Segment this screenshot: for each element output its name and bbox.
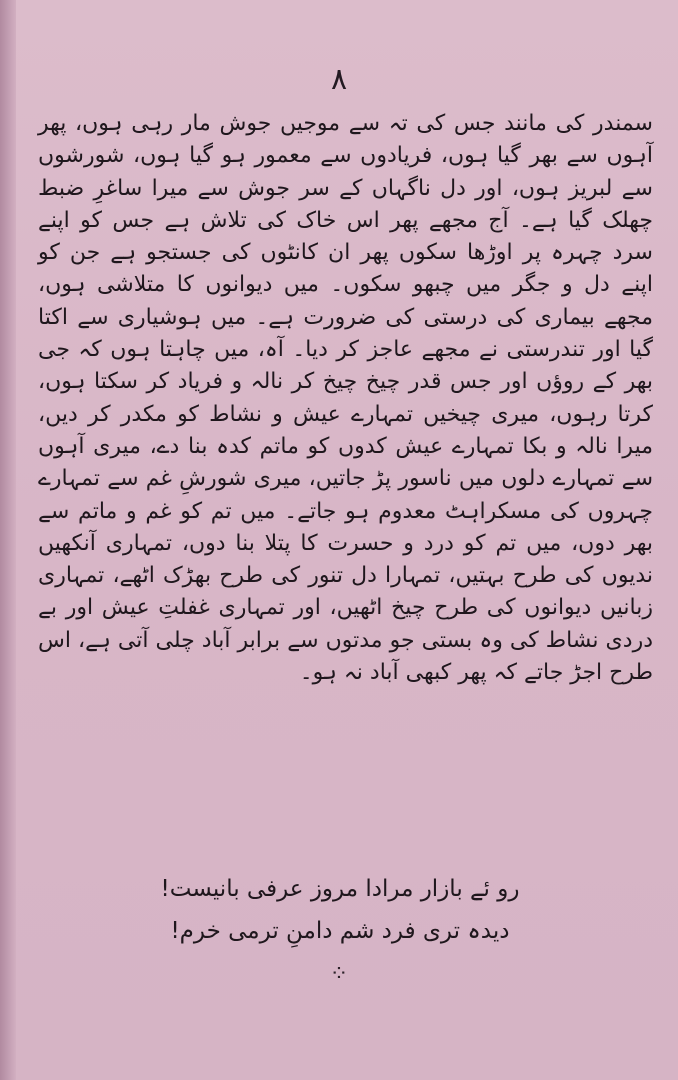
body-paragraph: سمندر کی مانند جس کی تہ سے موجیں جوش مار رہی ہوں، پھر آہوں سے بھر گیا ہوں، فریادوں سے معمور ہو گیا ہوں، شورشوں سے لبریز ہوں، اور دل ناگہاں کے سر جوش سے میرا ساغرِ ضبط چھلک گیا ہے۔ آج مجھے پھر اس خاک کی تلاش ہے جس کو اپنے سرد چہرہ پر اوڑھا سکوں پھر ان کانٹوں کی جستجو ہے جن کو اپنے دل و جگر میں چبھو سکوں۔ میں دیوانوں کا متلاشی ہوں، مجھے بیماری کی درستی کی ضرورت ہے۔ میں ہوشیاری سے اکتا گیا اور تندرستی نے مجھے عاجز کر دیا۔ آہ، میں چاہتا ہوں کہ جی بھر کے روؤں اور جس قدر چیخ چیخ کر نالہ و فریاد کر سکتا ہوں، کرتا رہوں، میری چیخیں تمہارے عیش و نشاط کو مکدر کر دیں، میرا نالہ و بکا تمہارے عیش کدوں کو ماتم کدہ بنا دے، میری آہوں سے تمہارے دلوں میں ناسور پڑ جاتیں، میری شورشِ غم سے تمہارے چہروں کی مسکراہٹ معدوم ہو جاتے۔ میں تم کو غم و ماتم سے بھر دوں، میں تم کو درد و حسرت کا پتلا بنا دوں، تمہاری آنکھیں ندیوں کی طرح بہتیں، تمہارا دل تنور کی طرح بھڑک اٹھے، تمہاری زبانیں دیوانوں کی طرح چیخ اٹھیں، اور تمہاری غفلتِ عیش اور بے دردی نشاط کی وہ بستی جو مدتوں سے برابر آباد چلی آتی ہے، اس طرح اجڑ جاتے کہ پھر کبھی آباد نہ ہو۔ [38, 111, 653, 686]
persian-couplet [110, 868, 570, 952]
page-number: ۸ [330, 62, 348, 97]
ornament-mark: ⁘ [329, 962, 349, 987]
couplet-line-1: رو ئے بازار مرادا مروز عرفی بانیست! [160, 876, 520, 902]
body-text [38, 108, 653, 689]
page-binding-edge [0, 0, 16, 1080]
couplet-line-2: دیدہ تری فرد شم دامنِ ترمی خرم! [170, 918, 510, 944]
